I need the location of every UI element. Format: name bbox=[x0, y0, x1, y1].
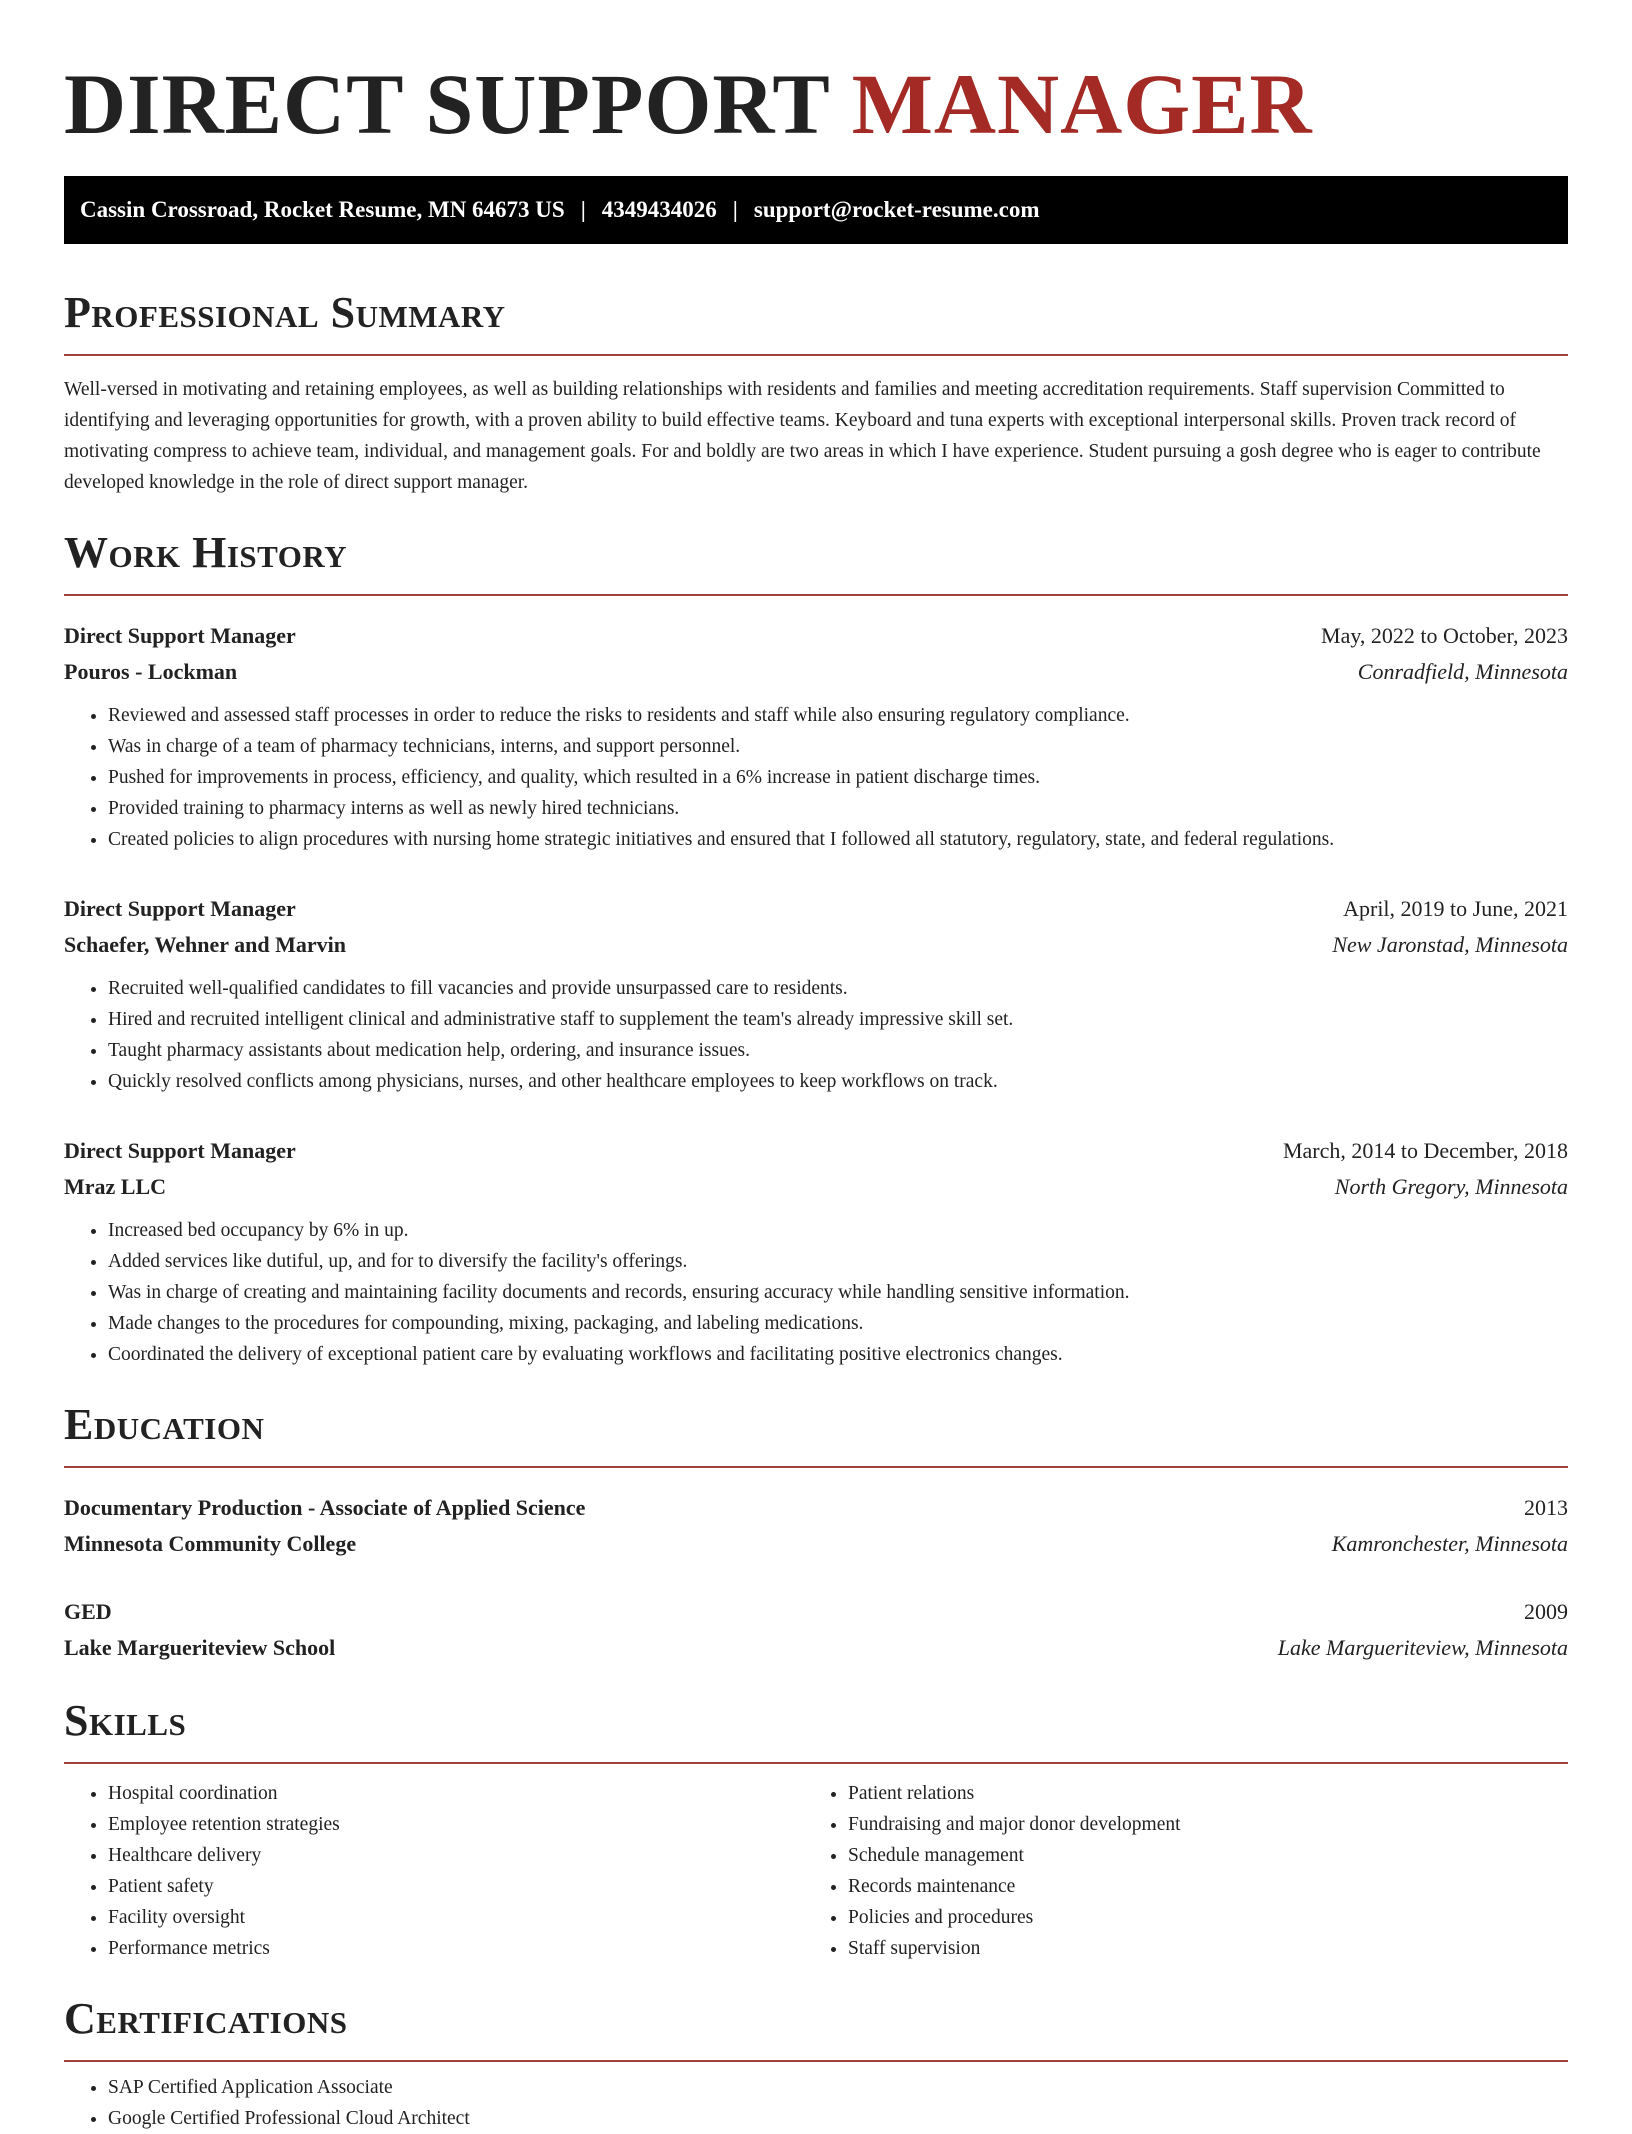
certification-item: • SAP Certified Application Associate bbox=[108, 2072, 1568, 2103]
certification-item: • Google Certified Professional Cloud Architect bbox=[108, 2103, 1568, 2134]
skill-item: • Performance metrics bbox=[108, 1933, 804, 1964]
education-header-row bbox=[64, 1490, 1568, 1526]
education-entry bbox=[64, 1490, 1568, 1562]
education-location: Kamronchester, Minnesota bbox=[1331, 1531, 1568, 1556]
section-divider bbox=[64, 2060, 1568, 2062]
skills-section bbox=[64, 1696, 1568, 1964]
skill-item: • Records maintenance bbox=[848, 1871, 1544, 1902]
section-divider bbox=[64, 1762, 1568, 1764]
job-bullets bbox=[64, 1215, 1568, 1370]
job-location: New Jaronstad, Minnesota bbox=[1332, 932, 1568, 957]
education-entry bbox=[64, 1594, 1568, 1666]
skill-item: • Schedule management bbox=[848, 1840, 1544, 1871]
job-title: Direct Support Manager bbox=[64, 896, 296, 921]
skill-item: • Healthcare delivery bbox=[108, 1840, 804, 1871]
work-history-section bbox=[64, 528, 1568, 1370]
education-year: 2009 bbox=[1524, 1599, 1568, 1624]
title-accent: MANAGER bbox=[851, 56, 1313, 152]
contact-phone: 4349434026 bbox=[601, 197, 717, 222]
list-item: • Coordinated the delivery of exceptional patient care by evaluating workflows and facilitating positive electronics changes. bbox=[108, 1339, 1568, 1370]
section-heading-work: Work History bbox=[64, 528, 348, 577]
education-school-row bbox=[64, 1526, 1568, 1562]
resume-title bbox=[64, 56, 1568, 152]
job-location: North Gregory, Minnesota bbox=[1334, 1174, 1568, 1199]
skill-item: • Hospital coordination bbox=[108, 1778, 804, 1809]
job-dates: April, 2019 to June, 2021 bbox=[1343, 896, 1568, 921]
job-dates: May, 2022 to October, 2023 bbox=[1321, 623, 1568, 648]
skill-item: • Fundraising and major donor development bbox=[848, 1809, 1544, 1840]
job-entry bbox=[64, 1133, 1568, 1370]
list-item: • Was in charge of a team of pharmacy technicians, interns, and support personnel. bbox=[108, 731, 1568, 762]
education-year: 2013 bbox=[1524, 1495, 1568, 1520]
list-item: • Taught pharmacy assistants about medication help, ordering, and insurance issues. bbox=[108, 1035, 1568, 1066]
job-title: Direct Support Manager bbox=[64, 623, 296, 648]
list-item: • Quickly resolved conflicts among physicians, nurses, and other healthcare employees to keep workflows on track. bbox=[108, 1066, 1568, 1097]
skills-column-right bbox=[804, 1778, 1544, 1964]
list-item: • Was in charge of creating and maintaining facility documents and records, ensuring accuracy while handling sensitive information. bbox=[108, 1277, 1568, 1308]
section-heading-certifications: Certifications bbox=[64, 1994, 348, 2043]
certifications-section bbox=[64, 1994, 1568, 2134]
job-header-row bbox=[64, 618, 1568, 654]
section-divider bbox=[64, 354, 1568, 356]
list-item: • Provided training to pharmacy interns as well as newly hired technicians. bbox=[108, 793, 1568, 824]
job-title: Direct Support Manager bbox=[64, 1138, 296, 1163]
list-item: • Made changes to the procedures for compounding, mixing, packaging, and labeling medications. bbox=[108, 1308, 1568, 1339]
section-divider bbox=[64, 594, 1568, 596]
contact-separator: | bbox=[732, 197, 738, 222]
skill-item: • Policies and procedures bbox=[848, 1902, 1544, 1933]
list-item: • Pushed for improvements in process, efficiency, and quality, which resulted in a 6% increase in patient discharge times. bbox=[108, 762, 1568, 793]
job-bullets bbox=[64, 973, 1568, 1097]
education-location: Lake Margueriteview, Minnesota bbox=[1277, 1635, 1568, 1660]
job-header-row bbox=[64, 1133, 1568, 1169]
skill-item: • Patient safety bbox=[108, 1871, 804, 1902]
job-header-row bbox=[64, 891, 1568, 927]
job-company: Pouros - Lockman bbox=[64, 659, 238, 684]
section-divider bbox=[64, 1466, 1568, 1468]
job-entry bbox=[64, 891, 1568, 1097]
list-item: • Hired and recruited intelligent clinical and administrative staff to supplement the team's already impressive skill set. bbox=[108, 1004, 1568, 1035]
job-bullets bbox=[64, 700, 1568, 855]
job-dates: March, 2014 to December, 2018 bbox=[1282, 1138, 1568, 1163]
skill-item: • Employee retention strategies bbox=[108, 1809, 804, 1840]
job-company: Mraz LLC bbox=[64, 1174, 167, 1199]
summary-section bbox=[64, 288, 1568, 498]
section-heading-summary: Professional Summary bbox=[64, 288, 506, 337]
list-item: • Increased bed occupancy by 6% in up. bbox=[108, 1215, 1568, 1246]
skill-item: • Facility oversight bbox=[108, 1902, 804, 1933]
section-heading-education: Education bbox=[64, 1400, 265, 1449]
education-degree: Documentary Production - Associate of Applied Science bbox=[64, 1495, 586, 1520]
education-school: Minnesota Community College bbox=[64, 1531, 357, 1556]
skill-item: • Patient relations bbox=[848, 1778, 1544, 1809]
list-item: • Reviewed and assessed staff processes in order to reduce the risks to residents and staff while also ensuring regulatory compliance. bbox=[108, 700, 1568, 731]
skills-column-left bbox=[64, 1778, 804, 1964]
skills-grid bbox=[64, 1778, 1568, 1964]
job-location: Conradfield, Minnesota bbox=[1357, 659, 1568, 684]
education-header-row bbox=[64, 1594, 1568, 1630]
list-item: • Created policies to align procedures with nursing home strategic initiatives and ensured that I followed all statutory, regulatory, state, and federal regulations. bbox=[108, 824, 1568, 855]
job-company: Schaefer, Wehner and Marvin bbox=[64, 932, 346, 957]
job-company-row bbox=[64, 654, 1568, 690]
list-item: • Added services like dutiful, up, and for to diversify the facility's offerings. bbox=[108, 1246, 1568, 1277]
education-school-row bbox=[64, 1630, 1568, 1666]
education-section bbox=[64, 1400, 1568, 1666]
job-company-row bbox=[64, 1169, 1568, 1205]
summary-text: Well-versed in motivating and retaining employees, as well as building relationships with residents and families and meeting accreditation requirements. Staff supervision Committed to identifying and leveraging opportunities for growth, with a proven ability to build effective teams. Keyboard and tuna experts with exceptional interpersonal skills. Proven track record of motivating compress to achieve team, individual, and management goals. For and boldly are two areas in which I have experience. Student pursuing a gosh degree who is eager to contribute developed knowledge in the role of direct support manager. bbox=[64, 379, 1541, 493]
job-entry bbox=[64, 618, 1568, 855]
skill-item: • Staff supervision bbox=[848, 1933, 1544, 1964]
education-school: Lake Margueriteview School bbox=[64, 1635, 336, 1660]
job-company-row bbox=[64, 927, 1568, 963]
title-main: DIRECT SUPPORT bbox=[64, 56, 830, 152]
certifications-list bbox=[64, 2072, 1568, 2134]
contact-separator: | bbox=[580, 197, 586, 222]
contact-address: Cassin Crossroad, Rocket Resume, MN 64673 US bbox=[80, 197, 565, 222]
list-item: • Recruited well-qualified candidates to fill vacancies and provide unsurpassed care to residents. bbox=[108, 973, 1568, 1004]
section-heading-skills: Skills bbox=[64, 1696, 187, 1745]
education-degree: GED bbox=[64, 1599, 112, 1624]
contact-email: support@rocket-resume.com bbox=[753, 197, 1040, 222]
contact-bar bbox=[64, 176, 1568, 244]
